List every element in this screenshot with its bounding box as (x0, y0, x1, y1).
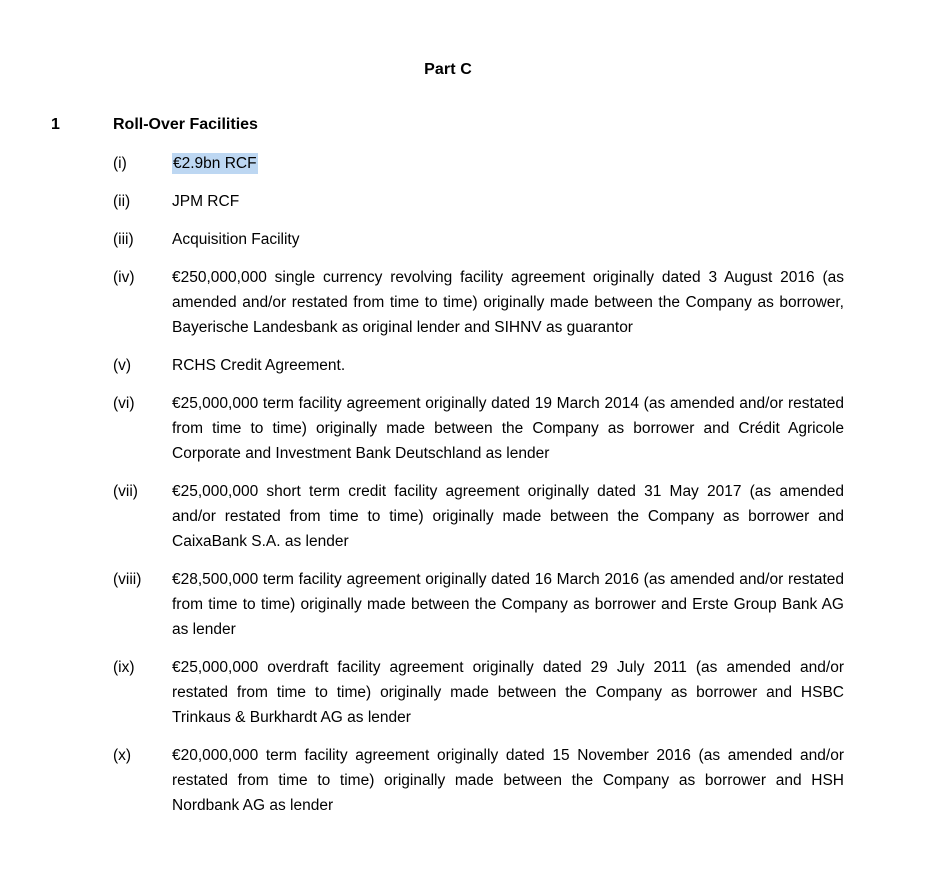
list-item (113, 479, 844, 554)
list-item (113, 227, 844, 252)
list-item-marker: (i) (113, 155, 127, 172)
facilities-list (113, 151, 844, 818)
list-item-marker: (iv) (113, 269, 135, 286)
list-item (113, 265, 844, 340)
list-item-text: €250,000,000 single currency revolving facility agreement originally dated 3 August 2016 (as amended and/or restated from time to time) originally made between the Company as borrower, Bayerische Landesbank as original lender and SIHNV as guarantor (172, 269, 844, 336)
section-heading (51, 112, 934, 137)
list-item (113, 655, 844, 730)
list-item-text: €25,000,000 overdraft facility agreement originally dated 29 July 2011 (as amended and/or restated from time to time) originally made between the Company as borrower and HSBC Trinkaus & Burkhardt AG as lender (172, 659, 844, 726)
section-title: Roll-Over Facilities (113, 116, 258, 133)
list-item-text: €25,000,000 term facility agreement originally dated 19 March 2014 (as amended and/or restated from time to time) originally made between the Company as borrower and Crédit Agricole Corporate and Investment Bank Deutschland as lender (172, 395, 844, 462)
section-number: 1 (51, 116, 60, 133)
list-item-marker: (viii) (113, 571, 142, 588)
list-item-text: Acquisition Facility (172, 231, 300, 248)
list-item (113, 151, 844, 176)
list-item-marker: (ii) (113, 193, 131, 210)
list-item-text: JPM RCF (172, 193, 240, 210)
list-item-marker: (vii) (113, 483, 138, 500)
list-item-marker: (ix) (113, 659, 135, 676)
list-item-text: €28,500,000 term facility agreement originally dated 16 March 2016 (as amended and/or restated from time to time) originally made between the Company as borrower and Erste Group Bank AG as lender (172, 571, 844, 638)
highlighted-text[interactable]: €2.9bn RCF (173, 155, 257, 172)
list-item-text: €25,000,000 short term credit facility agreement originally dated 31 May 2017 (as amended and/or restated from time to time) originally made between the Company as borrower and CaixaBank S.A. as lender (172, 483, 844, 550)
list-item-marker: (vi) (113, 395, 135, 412)
list-item-marker: (v) (113, 357, 132, 374)
part-heading: Part C (424, 61, 472, 78)
list-item-text: RCHS Credit Agreement. (172, 357, 346, 374)
section-heading-row (51, 112, 934, 137)
list-item-marker: (iii) (113, 231, 134, 248)
list-item (113, 189, 844, 214)
list-item (113, 353, 844, 378)
list-item-marker: (x) (113, 747, 132, 764)
list-item-text: €20,000,000 term facility agreement originally dated 15 November 2016 (as amended and/or restated from time to time) originally made between the Company as borrower and HSH Nordbank AG as lender (172, 747, 844, 814)
list-item (113, 391, 844, 466)
list-item-text (172, 151, 844, 176)
list-item (113, 567, 844, 642)
list-item (113, 743, 844, 818)
